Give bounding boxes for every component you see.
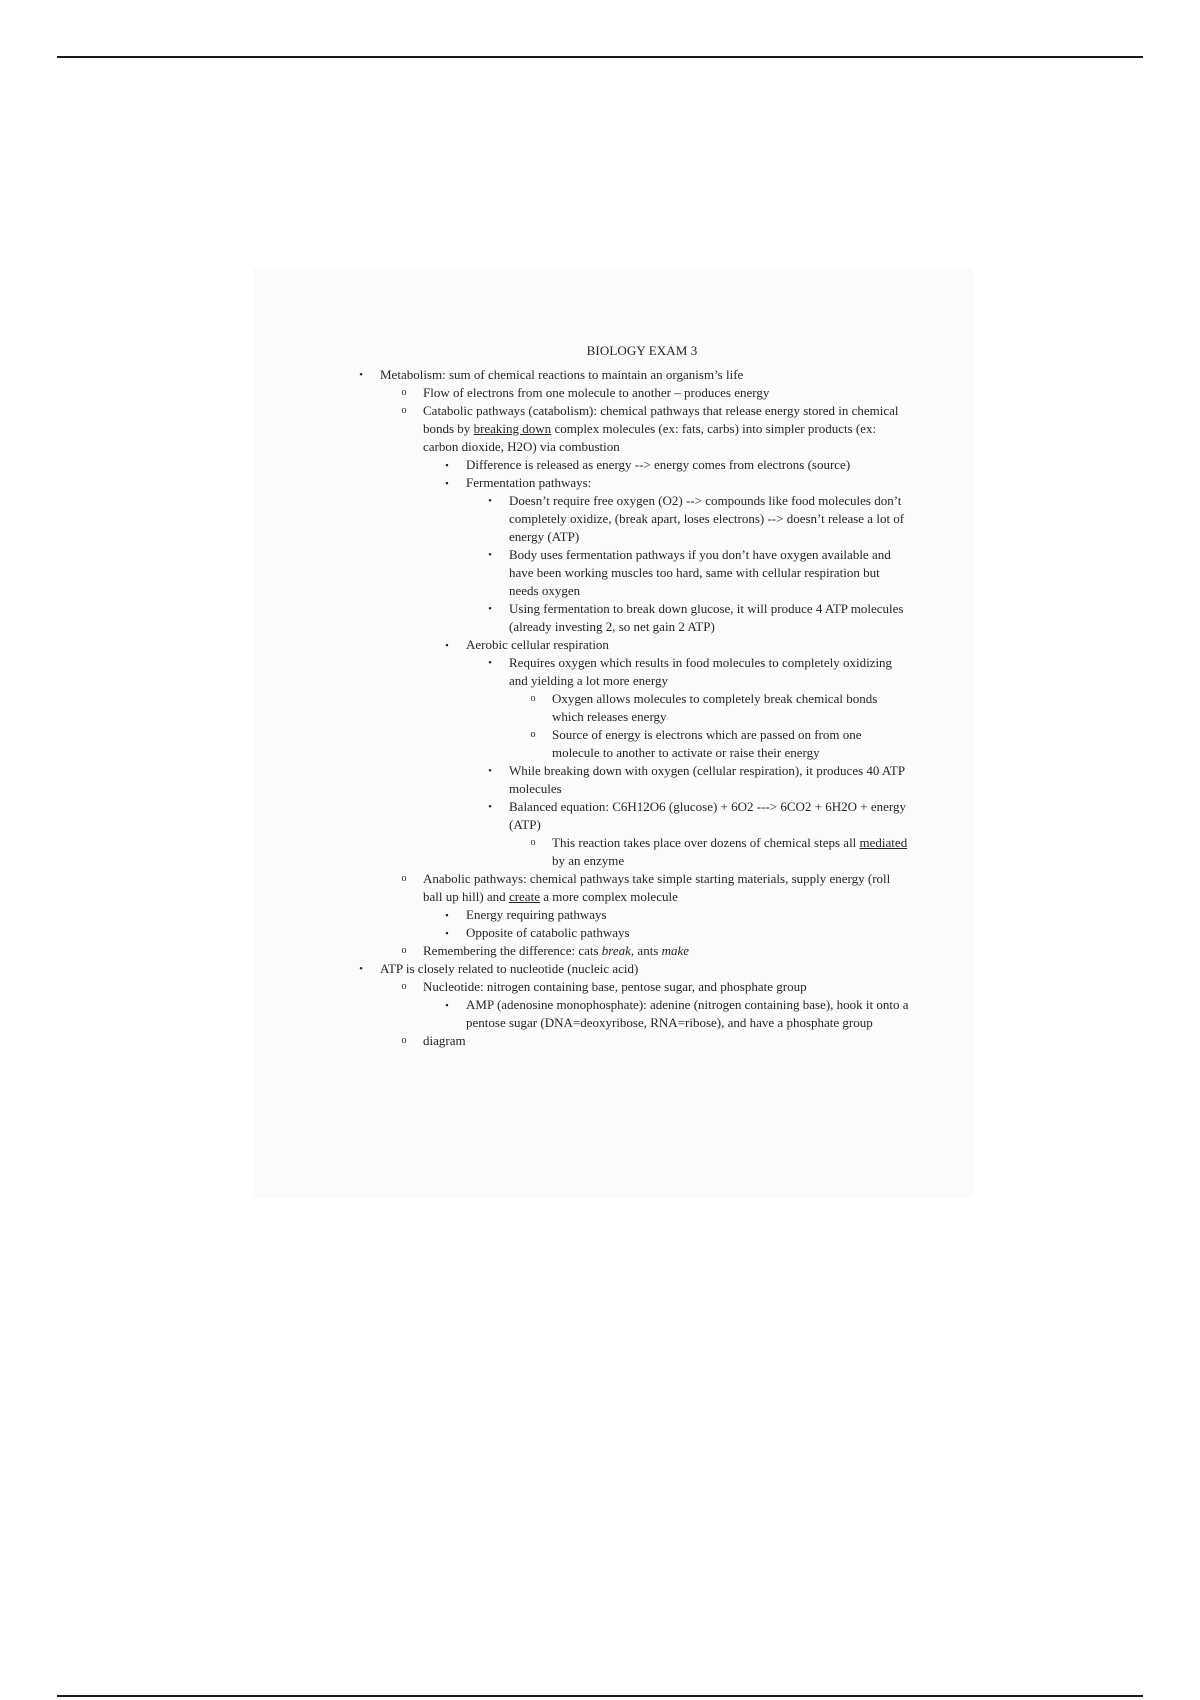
bullet-marker: ▪ bbox=[445, 910, 449, 920]
bullet-marker: • bbox=[488, 495, 492, 507]
list-item bbox=[354, 870, 910, 906]
list-item-text: Energy requiring pathways bbox=[466, 907, 607, 922]
bullet-marker: o bbox=[401, 873, 407, 884]
bullet-marker: • bbox=[359, 369, 363, 381]
document-body bbox=[354, 342, 910, 1050]
bullet-marker: • bbox=[359, 963, 363, 975]
list-item bbox=[354, 762, 910, 798]
list-item bbox=[354, 942, 910, 960]
list-item bbox=[354, 636, 910, 654]
list-item bbox=[354, 654, 910, 690]
text-run: a more complex molecule bbox=[539, 889, 678, 904]
list-item-text: Doesn’t require free oxygen (O2) --> compounds like food molecules don’t completely oxidize, (break apart, loses electrons) --> doesn’t release a lot of energy (ATP) bbox=[509, 493, 905, 544]
list-item bbox=[354, 492, 910, 546]
top-border-rule bbox=[57, 56, 1143, 58]
list-item-text: Requires oxygen which results in food molecules to completely oxidizing and yielding a lot more energy bbox=[509, 655, 893, 688]
list-item bbox=[354, 456, 910, 474]
bullet-marker: • bbox=[488, 765, 492, 777]
list-item-text: ATP is closely related to nucleotide (nucleic acid) bbox=[380, 961, 639, 976]
list-item-text: diagram bbox=[423, 1033, 466, 1048]
bullet-marker: • bbox=[488, 801, 492, 813]
list-item bbox=[354, 600, 910, 636]
list-item-text: Balanced equation: C6H12O6 (glucose) + 6O2 ---> 6CO2 + 6H2O + energy (ATP) bbox=[509, 799, 906, 832]
bullet-marker: • bbox=[488, 549, 492, 561]
list-item-text bbox=[423, 871, 890, 904]
list-item-text: Difference is released as energy --> energy comes from electrons (source) bbox=[466, 457, 851, 472]
bullet-marker: ▪ bbox=[445, 460, 449, 470]
list-item bbox=[354, 924, 910, 942]
text-run: mediated bbox=[859, 835, 908, 850]
text-run: Anabolic pathways: chemical pathways take simple starting materials, supply energy (roll ball up hill) and bbox=[423, 871, 891, 904]
bullet-marker: • bbox=[488, 657, 492, 669]
text-run: breaking down bbox=[473, 421, 552, 436]
bullet-marker: ▪ bbox=[445, 1000, 449, 1010]
list-item-text bbox=[423, 943, 689, 958]
text-run: break bbox=[601, 943, 631, 958]
list-item bbox=[354, 474, 910, 492]
notes-outline bbox=[354, 366, 910, 1050]
list-item-text bbox=[423, 403, 899, 454]
list-item-text: Oxygen allows molecules to completely break chemical bonds which releases energy bbox=[552, 691, 878, 724]
list-item-text: Fermentation pathways: bbox=[466, 475, 592, 490]
text-run: make bbox=[661, 943, 690, 958]
bullet-marker: o bbox=[401, 981, 407, 992]
text-run: Catabolic pathways (catabolism): chemical pathways that release energy stored in chemical bonds by bbox=[423, 403, 899, 436]
list-item bbox=[354, 690, 910, 726]
text-run: , ants bbox=[630, 943, 662, 958]
text-run: by an enzyme bbox=[552, 853, 625, 868]
list-item-text: Aerobic cellular respiration bbox=[466, 637, 609, 652]
bullet-marker: o bbox=[401, 945, 407, 956]
bullet-marker: ▪ bbox=[445, 478, 449, 488]
list-item-text: Opposite of catabolic pathways bbox=[466, 925, 630, 940]
bullet-marker: o bbox=[401, 405, 407, 416]
list-item bbox=[354, 906, 910, 924]
bottom-border-rule bbox=[57, 1695, 1143, 1697]
list-item bbox=[354, 402, 910, 456]
list-item-text: Nucleotide: nitrogen containing base, pentose sugar, and phosphate group bbox=[423, 979, 807, 994]
document-title: BIOLOGY EXAM 3 bbox=[586, 343, 698, 358]
list-item-text: Flow of electrons from one molecule to another – produces energy bbox=[423, 385, 770, 400]
list-item bbox=[354, 834, 910, 870]
list-item-text: Using fermentation to break down glucose, it will produce 4 ATP molecules (already investing 2, so net gain 2 ATP) bbox=[509, 601, 904, 634]
bullet-marker: o bbox=[401, 1035, 407, 1046]
bullet-marker: o bbox=[530, 693, 536, 704]
bullet-marker: o bbox=[530, 837, 536, 848]
list-item bbox=[354, 1032, 910, 1050]
list-item-text bbox=[552, 835, 907, 868]
text-run: complex molecules (ex: fats, carbs) into simpler products (ex: carbon dioxide, H2O) via combustion bbox=[423, 421, 877, 454]
list-item bbox=[354, 726, 910, 762]
bullet-marker: ▪ bbox=[445, 640, 449, 650]
list-item-text: Metabolism: sum of chemical reactions to maintain an organism’s life bbox=[380, 367, 744, 382]
bullet-marker: o bbox=[530, 729, 536, 740]
list-item bbox=[354, 960, 910, 978]
bullet-marker: • bbox=[488, 603, 492, 615]
list-item bbox=[354, 546, 910, 600]
list-item-text: AMP (adenosine monophosphate): adenine (nitrogen containing base), hook it onto a pentose sugar (DNA=deoxyribose, RNA=ribose), and have a phosphate group bbox=[466, 997, 909, 1030]
list-item-text: While breaking down with oxygen (cellular respiration), it produces 40 ATP molecules bbox=[509, 763, 905, 796]
bullet-marker: ▪ bbox=[445, 928, 449, 938]
list-item bbox=[354, 978, 910, 996]
list-item-text: Source of energy is electrons which are passed on from one molecule to another to activate or raise their energy bbox=[552, 727, 862, 760]
text-run: This reaction takes place over dozens of chemical steps all bbox=[552, 835, 860, 850]
list-item-text: Body uses fermentation pathways if you don’t have oxygen available and have been working muscles too hard, same with cellular respiration but needs oxygen bbox=[509, 547, 891, 598]
list-item bbox=[354, 366, 910, 384]
list-item bbox=[354, 996, 910, 1032]
list-item bbox=[354, 384, 910, 402]
text-run: Remembering the difference: cats bbox=[423, 943, 602, 958]
text-run: create bbox=[508, 889, 540, 904]
bullet-marker: o bbox=[401, 387, 407, 398]
list-item bbox=[354, 798, 910, 834]
